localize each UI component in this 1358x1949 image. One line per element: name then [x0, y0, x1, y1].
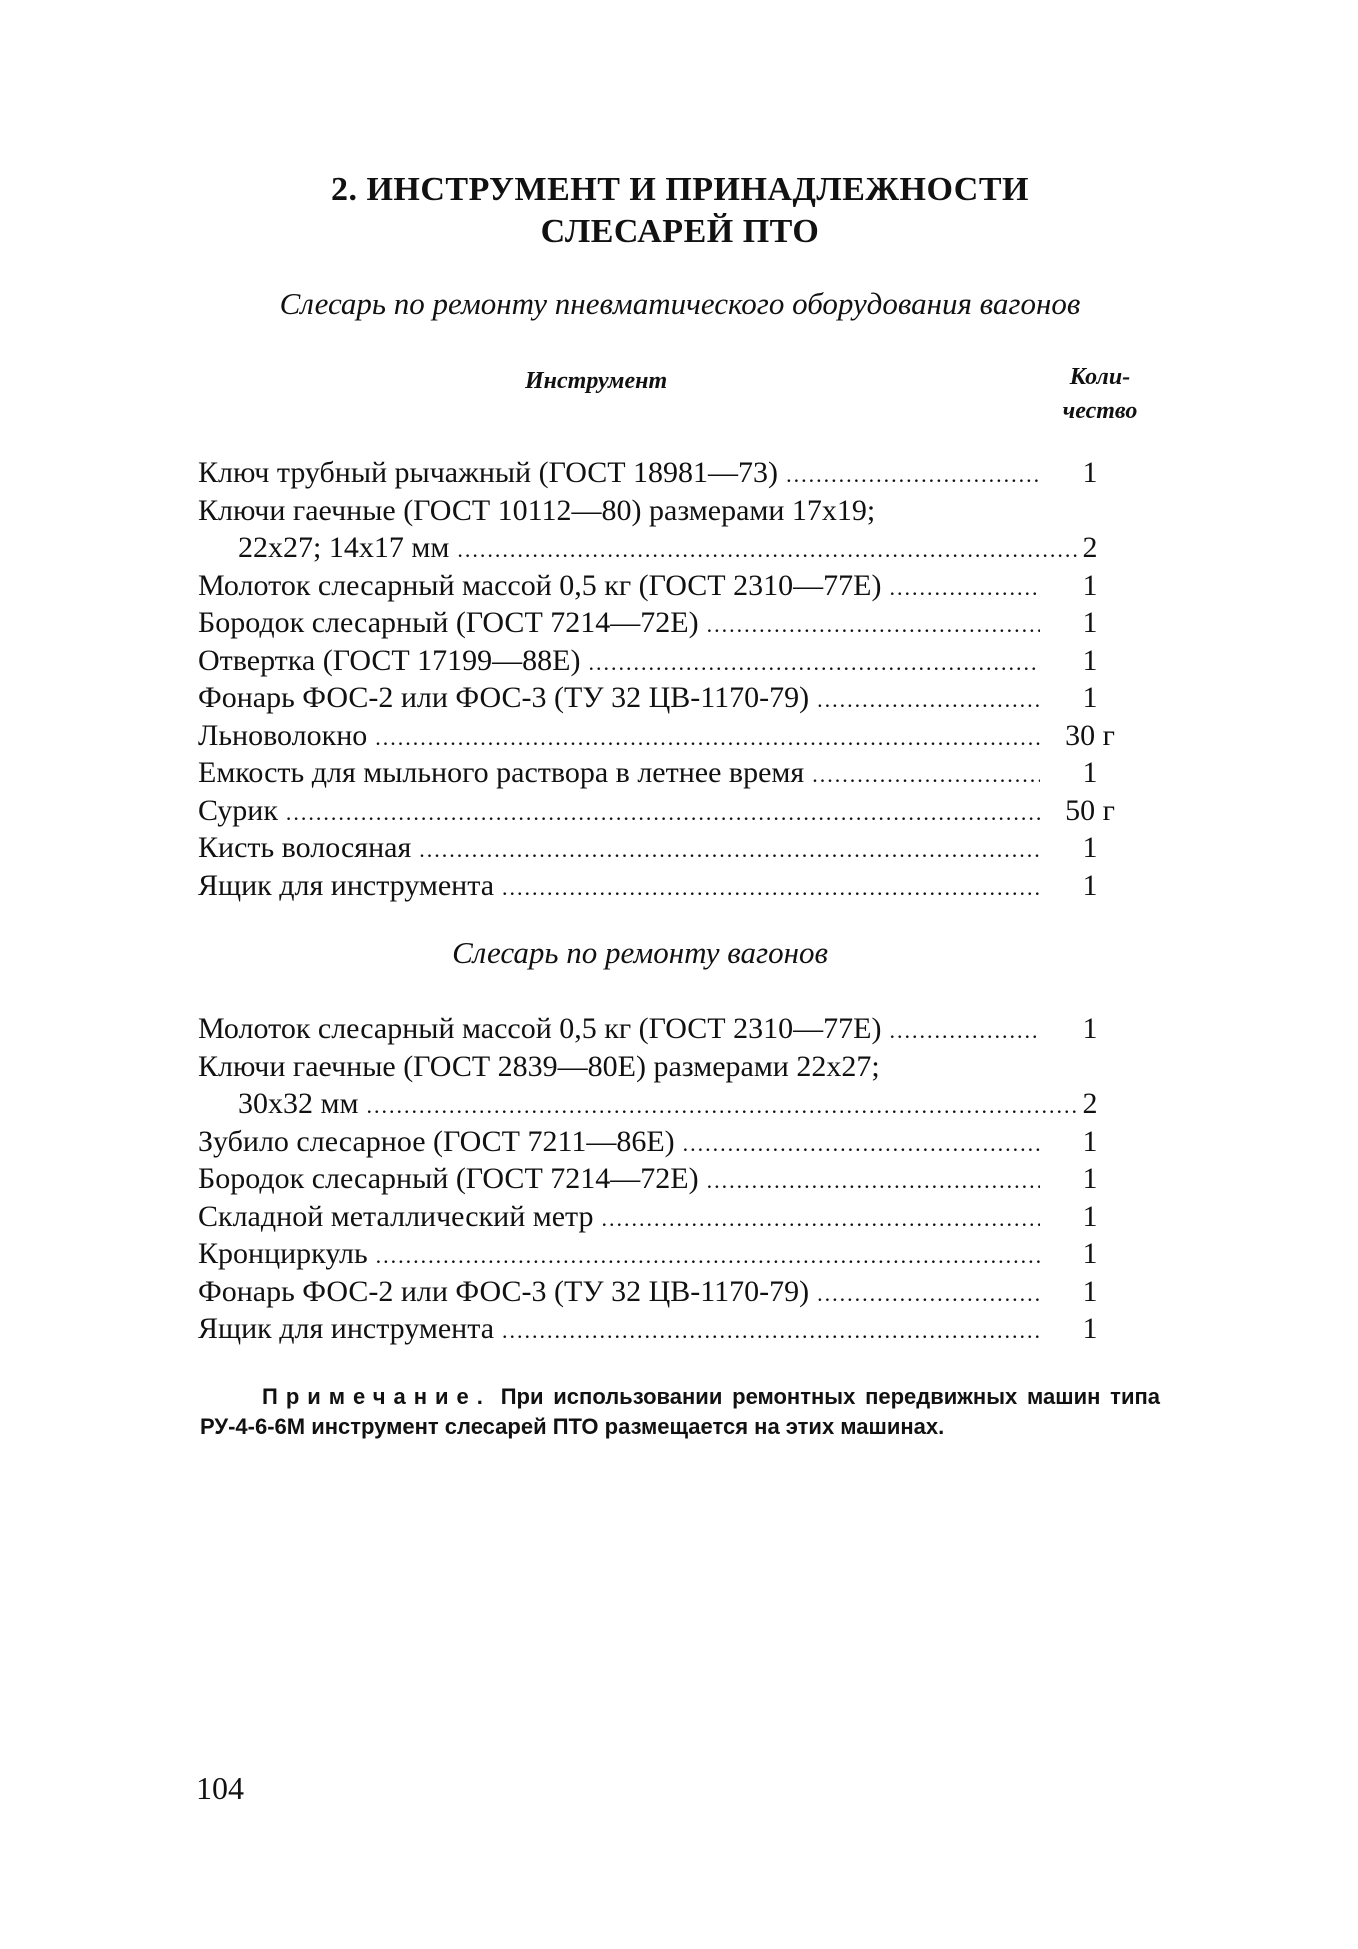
- list-item-quantity: 1: [1082, 606, 1098, 639]
- list-item-name: Ключи гаечные (ГОСТ 2839—80Е) размерами 22x27;: [198, 1049, 880, 1083]
- list-item-quantity: 2: [1082, 531, 1098, 564]
- dot-leader: [707, 1162, 1040, 1198]
- list-item-name-wrap: [198, 492, 1040, 530]
- list-item-name: Фонарь ФОС-2 или ФОС-3 (ТУ 32 ЦВ-1170-79): [198, 1274, 810, 1308]
- list-item: [198, 642, 1118, 680]
- dot-leader: [286, 794, 1040, 830]
- dot-leader: [375, 719, 1040, 755]
- dot-leader: [889, 1012, 1040, 1048]
- list-item-name-wrap: [198, 454, 1040, 492]
- list-item-name-wrap: [198, 792, 1040, 830]
- list-item-name: Молоток слесарный массой 0,5 кг (ГОСТ 2310—77Е): [198, 568, 882, 602]
- list-item: [198, 1310, 1118, 1348]
- list-item: [198, 529, 1118, 567]
- subsection-heading-pneumatic: Слесарь по ремонту пневматического оборудования вагонов: [279, 286, 1081, 321]
- list-item-name: Льноволокно: [198, 718, 368, 752]
- list-item-quantity: 30 г: [1065, 718, 1115, 752]
- list-item-name-wrap: [198, 1235, 1040, 1273]
- list-item-name: Ключ трубный рычажный (ГОСТ 18981—73): [198, 456, 779, 489]
- list-item-quantity: 1: [1082, 1237, 1098, 1270]
- list-item-quantity: 1: [1082, 831, 1098, 864]
- list-item-name: Бородок слесарный (ГОСТ 7214—72Е): [198, 1162, 699, 1195]
- list-item-name-wrap: [198, 529, 1080, 567]
- list-item: [198, 492, 1118, 530]
- list-item-name-wrap: [198, 829, 1040, 867]
- list-item-quantity: 1: [1082, 643, 1098, 677]
- list-item-name-wrap: [198, 1160, 1040, 1198]
- list-item-name-wrap: [198, 717, 1040, 755]
- page-number: 104: [196, 1770, 244, 1806]
- list-item-name: Фонарь ФОС-2 или ФОС-3 (ТУ 32 ЦВ-1170-79): [198, 681, 810, 714]
- section-title-line1: 2. ИНСТРУМЕНТ И ПРИНАДЛЕЖНОСТИ: [330, 171, 1029, 208]
- list-item-name-wrap: [198, 567, 1040, 605]
- footnote-text: При использовании ремонтных передвижных машин типа РУ-4-6-6М инструмент слесарей ПТО размещается на этих машинах.: [200, 1384, 1160, 1439]
- dot-leader: [707, 606, 1040, 642]
- list-item-name: Кронциркуль: [198, 1237, 368, 1270]
- list-item-name-wrap: [198, 867, 1040, 905]
- list-item: [198, 717, 1118, 755]
- list-item-name-wrap: [198, 754, 1040, 792]
- list-item: [198, 1273, 1118, 1311]
- list-item-quantity: 1: [1082, 1312, 1098, 1345]
- dot-leader: [457, 531, 1080, 567]
- list-item-name: Отвертка (ГОСТ 17199—88Е): [198, 643, 581, 677]
- list-item-name: Складной металлический метр: [198, 1199, 594, 1233]
- list-item-name-wrap: [198, 679, 1040, 717]
- list-item: [198, 754, 1118, 792]
- section-title-line2: СЛЕСАРЕЙ ПТО: [540, 213, 820, 250]
- list-item-name: 22x27; 14x17 мм: [238, 531, 450, 564]
- list-item-name: Кисть волосяная: [198, 831, 412, 864]
- list-item-name-wrap: [198, 604, 1040, 642]
- dot-leader: [602, 1200, 1040, 1236]
- list-item-quantity: 1: [1082, 456, 1098, 489]
- list-item-name: Бородок слесарный (ГОСТ 7214—72Е): [198, 606, 699, 639]
- column-header-quantity: [1040, 360, 1160, 428]
- dot-leader: [817, 681, 1040, 717]
- list-item-quantity: 1: [1082, 868, 1098, 902]
- column-header-quantity-line2: чество: [1062, 398, 1138, 424]
- dot-leader: [683, 1125, 1040, 1161]
- list-item-name: Сурик: [198, 793, 278, 827]
- dot-leader: [812, 756, 1040, 792]
- dot-leader: [589, 644, 1041, 680]
- list-item-name-wrap: [198, 1048, 1040, 1086]
- list-item-name-wrap: [198, 1198, 1040, 1236]
- list-item-name: Молоток слесарный массой 0,5 кг (ГОСТ 2310—77Е): [198, 1012, 882, 1045]
- list-item-quantity: 1: [1082, 568, 1098, 602]
- list-item: [198, 829, 1118, 867]
- list-item-name: Ящик для инструмента: [198, 868, 495, 902]
- tool-list-wagons: [198, 1010, 1118, 1348]
- list-item-name: Зубило слесарное (ГОСТ 7211—86Е): [198, 1124, 675, 1158]
- list-item: [198, 454, 1118, 492]
- list-item: [198, 1198, 1118, 1236]
- dot-leader: [366, 1087, 1080, 1123]
- list-item-quantity: 1: [1082, 1124, 1098, 1158]
- list-item-quantity: 1: [1082, 1274, 1098, 1308]
- list-item-quantity: 50 г: [1065, 793, 1115, 827]
- footnote-label: Примечание.: [262, 1384, 491, 1409]
- dot-leader: [889, 569, 1040, 605]
- list-item: [198, 1010, 1118, 1048]
- dot-leader: [419, 831, 1040, 867]
- dot-leader: [502, 1312, 1040, 1348]
- list-item: [198, 604, 1118, 642]
- list-item-name-wrap: [198, 1273, 1040, 1311]
- list-item-name-wrap: [198, 1085, 1080, 1123]
- list-item: [198, 567, 1118, 605]
- list-item: [198, 1160, 1118, 1198]
- list-item: [198, 1235, 1118, 1273]
- dot-leader: [786, 456, 1040, 492]
- dot-leader: [502, 869, 1040, 905]
- list-item-name-wrap: [198, 642, 1040, 680]
- list-item-quantity: 2: [1082, 1087, 1098, 1120]
- list-item: [198, 867, 1118, 905]
- list-item: [198, 1123, 1118, 1161]
- column-header-instrument: Инструмент: [525, 368, 668, 394]
- list-item: [198, 679, 1118, 717]
- list-item-name: Емкость для мыльного раствора в летнее время: [198, 756, 805, 789]
- list-item-quantity: 1: [1082, 1199, 1098, 1233]
- list-item-name: Ключи гаечные (ГОСТ 10112—80) размерами 17x19;: [198, 493, 876, 527]
- dot-leader: [817, 1275, 1040, 1311]
- list-item: [198, 792, 1118, 830]
- list-item-quantity: 1: [1082, 1162, 1098, 1195]
- list-item: [198, 1085, 1118, 1123]
- column-header-quantity-line1: Коли-: [1069, 364, 1131, 390]
- dot-leader: [376, 1237, 1040, 1273]
- list-item-name: 30x32 мм: [238, 1087, 359, 1120]
- list-item: [198, 1048, 1118, 1086]
- list-item-name-wrap: [198, 1123, 1040, 1161]
- list-item-name-wrap: [198, 1310, 1040, 1348]
- list-item-quantity: 1: [1082, 756, 1098, 789]
- list-item-quantity: 1: [1082, 681, 1098, 714]
- footnote: [200, 1382, 1160, 1442]
- tool-list-pneumatic: [198, 454, 1118, 904]
- list-item-quantity: 1: [1082, 1012, 1098, 1045]
- list-item-name: Ящик для инструмента: [198, 1312, 495, 1345]
- list-item-name-wrap: [198, 1010, 1040, 1048]
- subsection-heading-wagons: Слесарь по ремонту вагонов: [452, 935, 828, 970]
